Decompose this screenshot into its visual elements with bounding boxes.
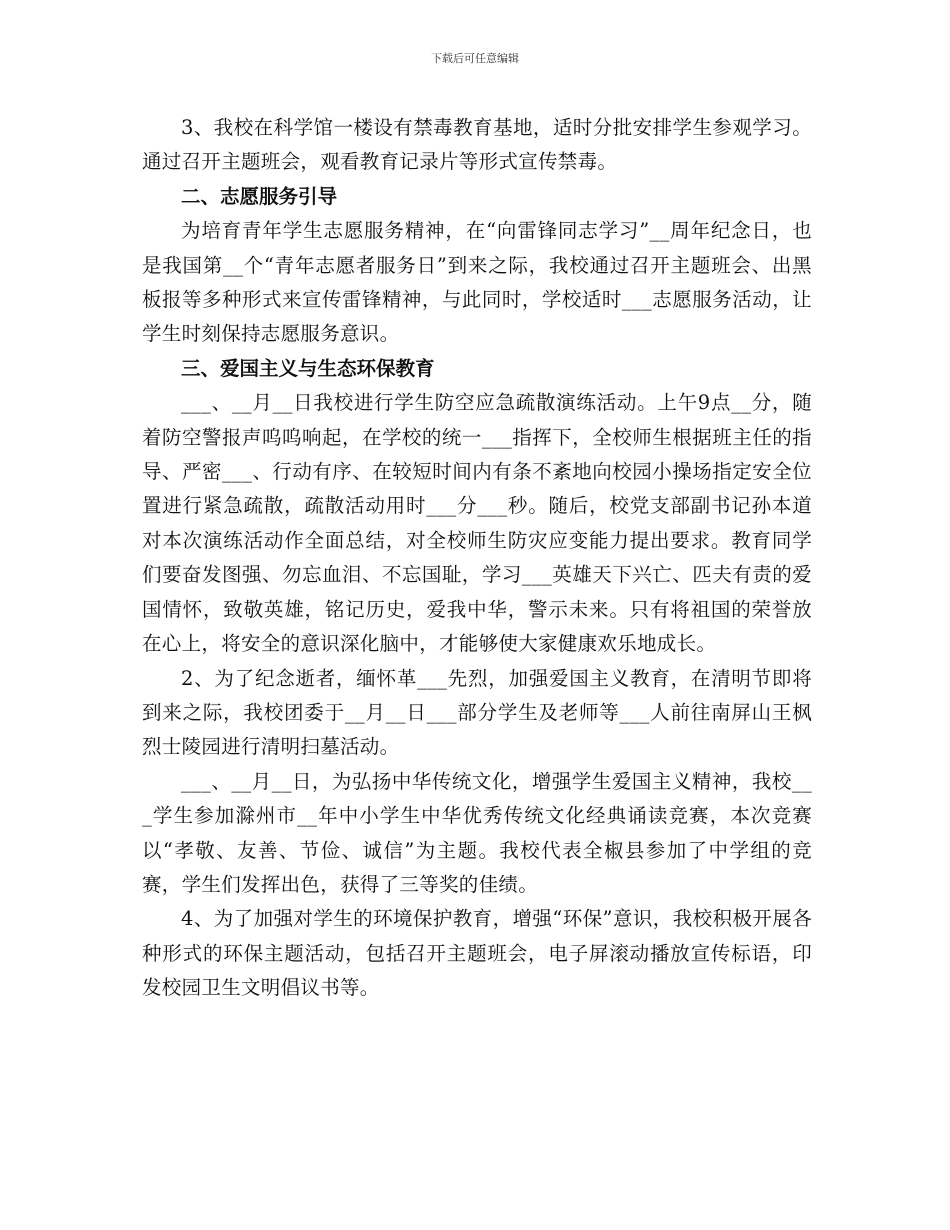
section-heading-patriotism: 三、爱国主义与生态环保教育 bbox=[181, 356, 435, 380]
paragraph-tomb-sweeping: 2、为了纪念逝者，缅怀革___先烈，加强爱国主义教育，在清明节即将到来之际，我校团委于__月__日___部分学生及老师等___人前往南屏山王枫烈士陵园进行清明扫墓活动。 bbox=[142, 666, 812, 759]
paragraph-evacuation-drill: ___、__月__日我校进行学生防空应急疏散演练活动。上午9点__分，随着防空警报声呜呜响起，在学校的统一___指挥下，全校师生根据班主任的指导、严密___、行动有序、在较短时间内有条不紊地向校园小操场指定安全位置进行紧急疏散，疏散活动用时___分___秒。随后，校党支部副书记孙本道对本次演练活动作全面总结，对全校师生防灾应变能力提出要求。教育同学们要奋发图强、勿忘血泪、不忘国耻，学习___英雄天下兴亡、匹夫有责的爱国情怀，致敬英雄，铭记历史，爱我中华，警示未来。只有将祖国的荣誉放在心上，将安全的意识深化脑中，才能够使大家健康欢乐地成长。 bbox=[142, 391, 812, 656]
document-body bbox=[142, 111, 812, 1006]
page-header: 下载后可任意编辑 bbox=[431, 52, 519, 65]
paragraph-volunteer: 为培育青年学生志愿服务精神，在“向雷锋同志学习”__周年纪念日，也是我国第__个“青年志愿者服务日”到来之际，我校通过召开主题班会、出黑板报等多种形式来宣传雷锋精神，与此同时，学校适时___志愿服务活动，让学生时刻保持志愿服务意识。 bbox=[142, 219, 812, 346]
section-heading-volunteer: 二、志愿服务引导 bbox=[181, 184, 338, 208]
paragraph-environment: 4、为了加强对学生的环境保护教育，增强“环保”意识，我校积极开展各种形式的环保主题活动，包括召开主题班会，电子屏滚动播放宣传标语，印发校园卫生文明倡议书等。 bbox=[142, 907, 812, 1000]
paragraph-classic-reading: ___、__月__日，为弘扬中华传统文化，增强学生爱国主义精神，我校___学生参加滁州市__年中小学生中华优秀传统文化经典诵读竞赛，本次竞赛以“孝敬、友善、节俭、诚信”为主题。我校代表全椒县参加了中学组的竞赛，学生们发挥出色，获得了三等奖的佳绩。 bbox=[142, 769, 812, 896]
paragraph-drug-education: 3、我校在科学馆一楼设有禁毒教育基地，适时分批安排学生参观学习。通过召开主题班会，观看教育记录片等形式宣传禁毒。 bbox=[142, 116, 812, 174]
